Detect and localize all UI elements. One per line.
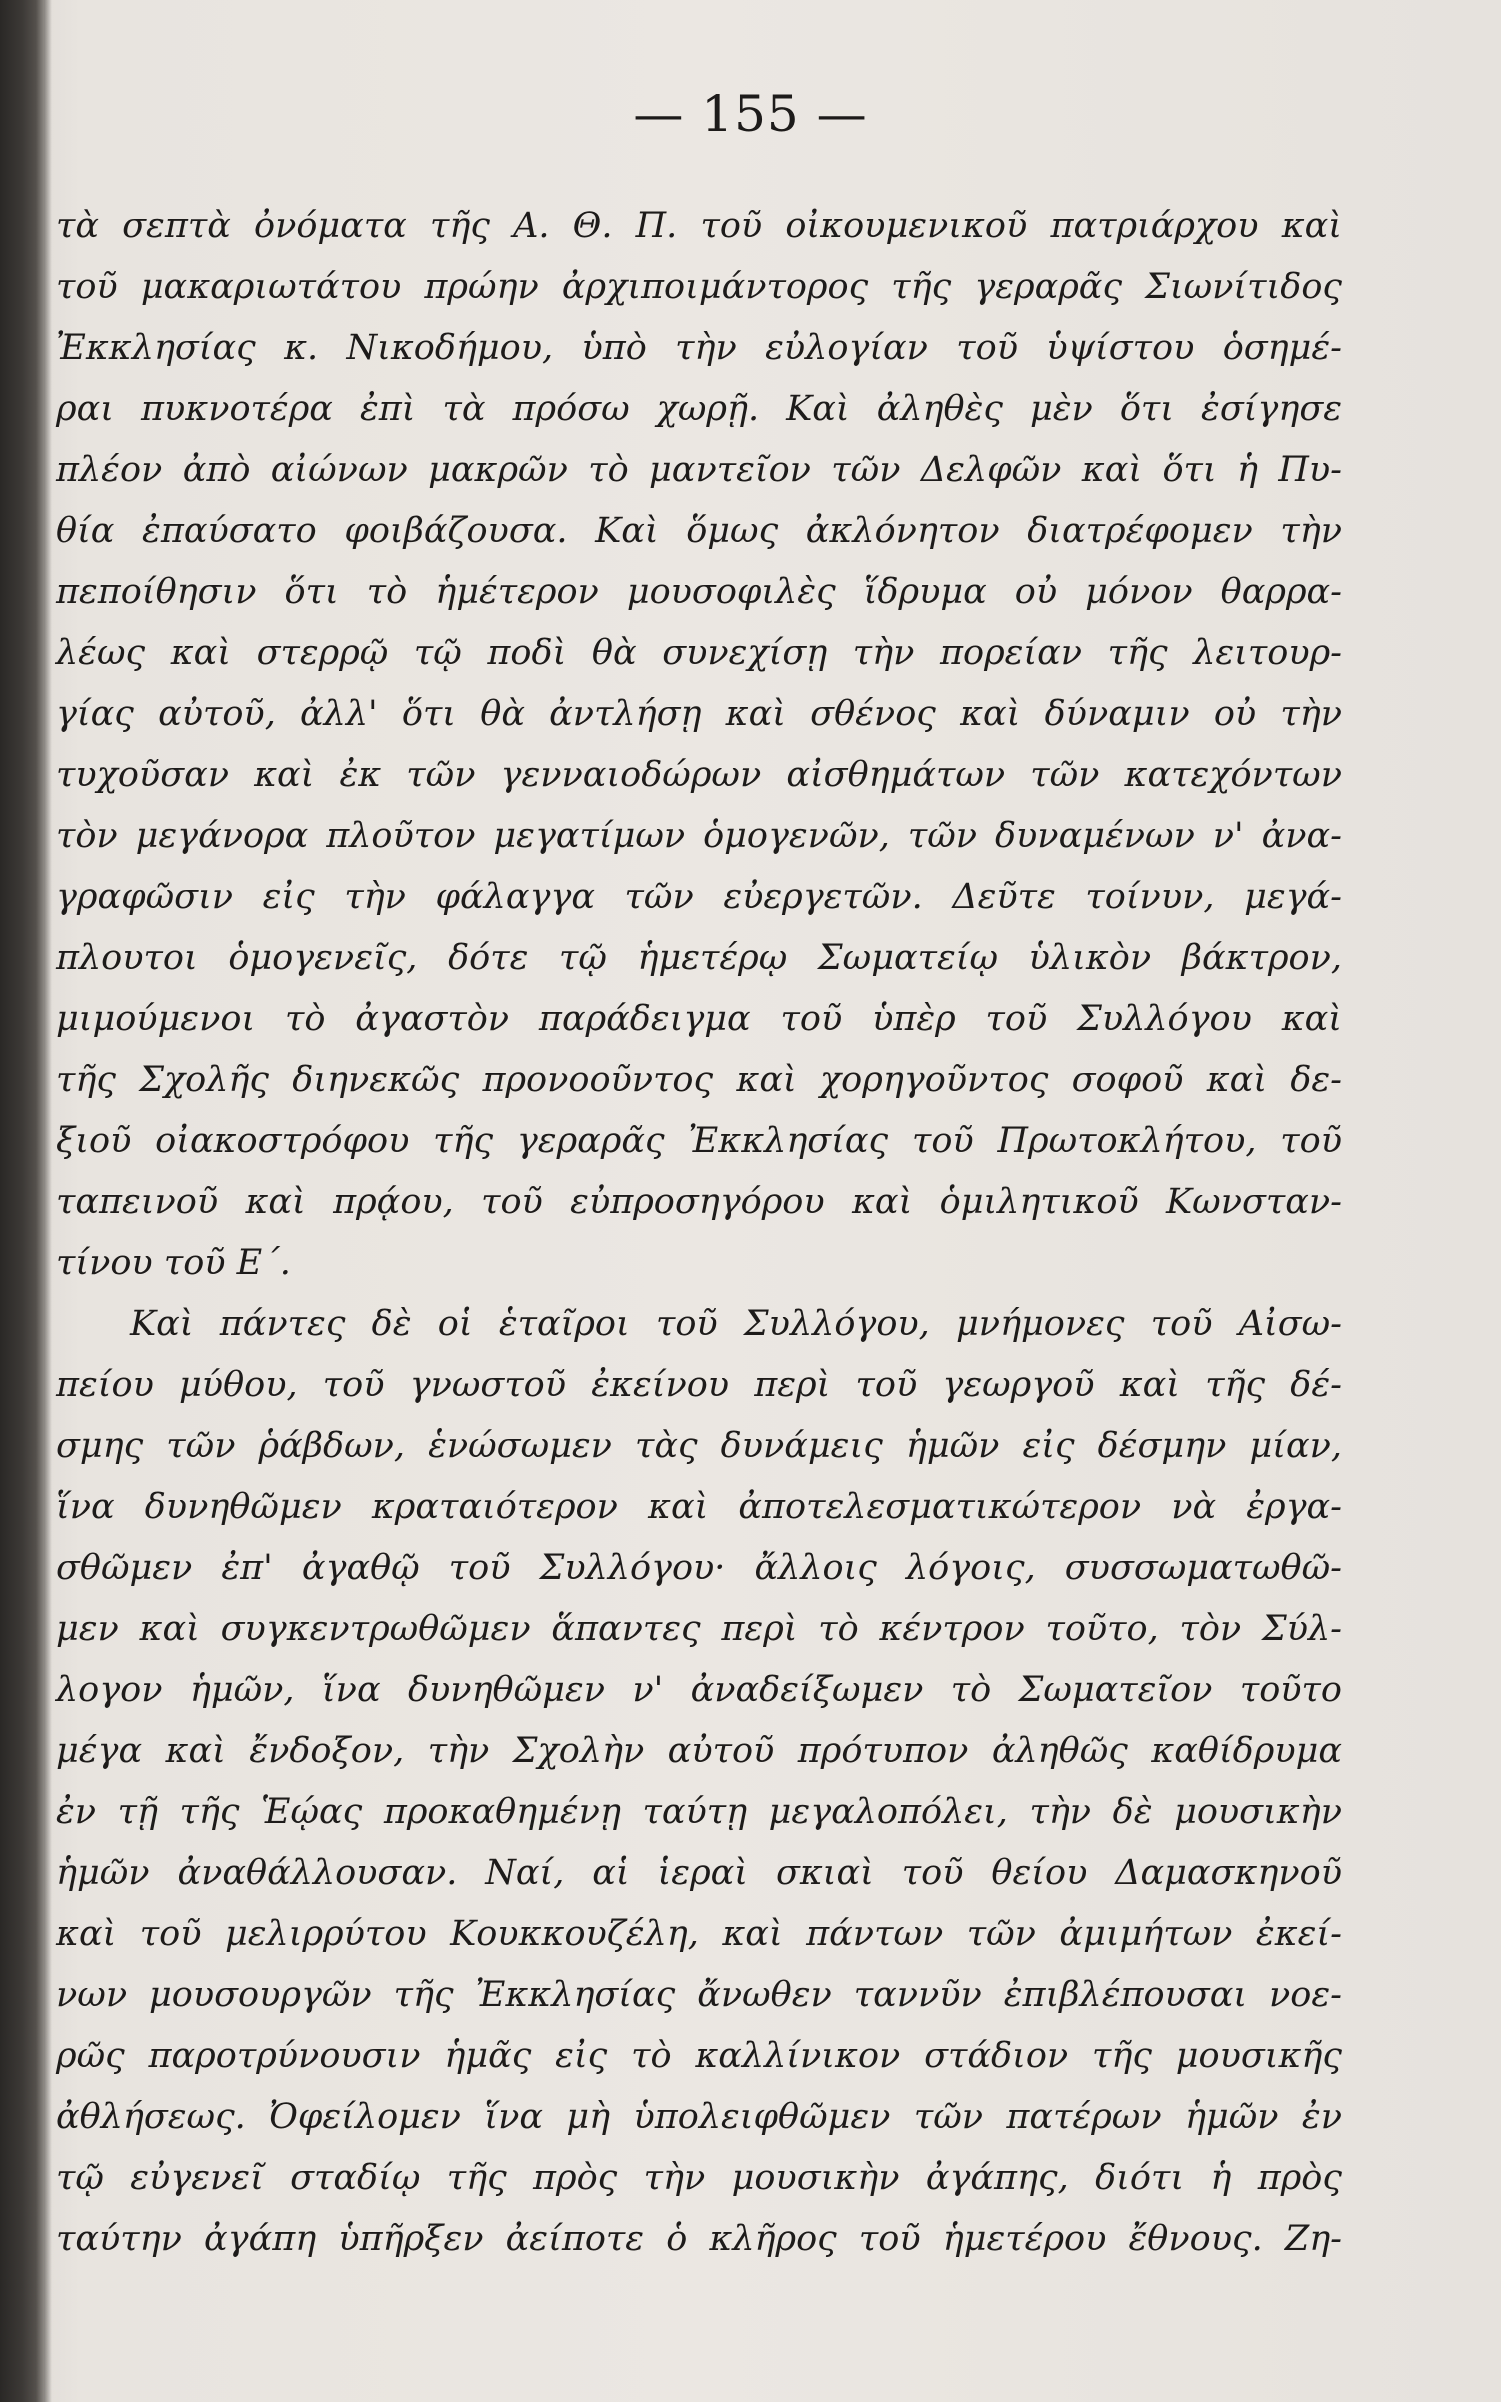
text-line: ἡμῶν ἀναθάλλουσαν. Ναί, αἱ ἱεραὶ σκιαὶ τοῦ θείου Δαμασκηνοῦ: [56, 1853, 1342, 1893]
text-line: τοῦ μακαριωτάτου πρώην ἀρχιποιμάντορος τῆς γεραρᾶς Σιωνίτιδος: [56, 267, 1342, 307]
text-line: ἀθλήσεως. Ὀφείλομεν ἵνα μὴ ὑπολειφθῶμεν τῶν πατέρων ἡμῶν ἐν: [56, 2097, 1342, 2137]
text-line: λέως καὶ στερρῷ τῷ ποδὶ θὰ συνεχίσῃ τὴν πορείαν τῆς λειτουρ-: [56, 633, 1342, 673]
text-line: τῷ εὐγενεῖ σταδίῳ τῆς πρὸς τὴν μουσικὴν ἀγάπης, διότι ἡ πρὸς: [56, 2158, 1342, 2198]
paragraph-end-line: τίνου τοῦ Ε΄.: [56, 1243, 291, 1283]
text-line: σθῶμεν ἐπ' ἀγαθῷ τοῦ Συλλόγου· ἄλλοις λόγοις, συσσωματωθῶ-: [56, 1548, 1342, 1588]
text-line: μιμούμενοι τὸ ἀγαστὸν παράδειγμα τοῦ ὑπὲρ τοῦ Συλλόγου καὶ: [56, 999, 1342, 1039]
text-line: τὸν μεγάνορα πλοῦτον μεγατίμων ὁμογενῶν, τῶν δυναμένων ν' ἀνα-: [56, 816, 1342, 856]
text-line: σμης τῶν ῥάβδων, ἑνώσωμεν τὰς δυνάμεις ἡμῶν εἰς δέσμην μίαν,: [56, 1426, 1342, 1466]
text-line: γραφῶσιν εἰς τὴν φάλαγγα τῶν εὐεργετῶν. Δεῦτε τοίνυν, μεγά-: [56, 877, 1342, 917]
text-line: νων μουσουργῶν τῆς Ἐκκλησίας ἄνωθεν ταννῦν ἐπιβλέπουσαι νοε-: [56, 1975, 1342, 2015]
text-line: ρῶς παροτρύνουσιν ἡμᾶς εἰς τὸ καλλίνικον στάδιον τῆς μουσικῆς: [56, 2036, 1342, 2076]
text-line: ἵνα δυνηθῶμεν κραταιότερον καὶ ἀποτελεσματικώτερον νὰ ἐργα-: [56, 1487, 1342, 1527]
text-line: θία ἐπαύσατο φοιβάζουσα. Καὶ ὅμως ἀκλόνητον διατρέφομεν τὴν: [56, 511, 1342, 551]
text-line: πεποίθησιν ὅτι τὸ ἡμέτερον μουσοφιλὲς ἵδρυμα οὐ μόνον θαρρα-: [56, 572, 1342, 612]
text-line: ταύτην ἀγάπη ὑπῆρξεν ἀείποτε ὁ κλῆρος τοῦ ἡμετέρου ἔθνους. Ζη-: [56, 2219, 1342, 2259]
paragraph-start-line: Καὶ πάντες δὲ οἱ ἑταῖροι τοῦ Συλλόγου, μνήμονες τοῦ Αἰσω-: [130, 1304, 1342, 1344]
text-line: ἐν τῇ τῆς Ἑῴας προκαθημένῃ ταύτῃ μεγαλοπόλει, τὴν δὲ μουσικὴν: [56, 1792, 1342, 1832]
text-line: πλέον ἀπὸ αἰώνων μακρῶν τὸ μαντεῖον τῶν Δελφῶν καὶ ὅτι ἡ Πυ-: [56, 450, 1342, 490]
text-line: πλουτοι ὁμογενεῖς, δότε τῷ ἡμετέρῳ Σωματείῳ ὑλικὸν βάκτρον,: [56, 938, 1342, 978]
text-line: πείου μύθου, τοῦ γνωστοῦ ἐκείνου περὶ τοῦ γεωργοῦ καὶ τῆς δέ-: [56, 1365, 1342, 1405]
text-line: ραι πυκνοτέρα ἐπὶ τὰ πρόσω χωρῇ. Καὶ ἀληθὲς μὲν ὅτι ἐσίγησε: [56, 389, 1342, 429]
text-line: καὶ τοῦ μελιρρύτου Κουκκουζέλη, καὶ πάντων τῶν ἀμιμήτων ἐκεί-: [56, 1914, 1342, 1954]
body-text: [56, 196, 1342, 2270]
book-gutter: [0, 0, 44, 2402]
text-line: τὰ σεπτὰ ὀνόματα τῆς Α. Θ. Π. τοῦ οἰκουμενικοῦ πατριάρχου καὶ: [56, 206, 1342, 246]
text-line: τυχοῦσαν καὶ ἐκ τῶν γενναιοδώρων αἰσθημάτων τῶν κατεχόντων: [56, 755, 1342, 795]
gutter-shadow: [44, 0, 52, 2402]
text-line: ταπεινοῦ καὶ πρᾴου, τοῦ εὐπροσηγόρου καὶ ὁμιλητικοῦ Κωνσταν-: [56, 1182, 1342, 1222]
page-number: — 155 —: [633, 85, 868, 143]
text-line: μέγα καὶ ἔνδοξον, τὴν Σχολὴν αὐτοῦ πρότυπον ἀληθῶς καθίδρυμα: [56, 1731, 1342, 1771]
text-line: λογον ἡμῶν, ἵνα δυνηθῶμεν ν' ἀναδείξωμεν τὸ Σωματεῖον τοῦτο: [56, 1670, 1342, 1710]
text-line: μεν καὶ συγκεντρωθῶμεν ἅπαντες περὶ τὸ κέντρον τοῦτο, τὸν Σύλ-: [56, 1609, 1342, 1649]
text-line: Ἐκκλησίας κ. Νικοδήμου, ὑπὸ τὴν εὐλογίαν τοῦ ὑψίστου ὁσημέ-: [56, 328, 1342, 368]
text-line: ξιοῦ οἰακοστρόφου τῆς γεραρᾶς Ἐκκλησίας τοῦ Πρωτοκλήτου, τοῦ: [56, 1121, 1342, 1161]
text-line: τῆς Σχολῆς διηνεκῶς προνοοῦντος καὶ χορηγοῦντος σοφοῦ καὶ δε-: [56, 1060, 1342, 1100]
text-line: γίας αὐτοῦ, ἀλλ' ὅτι θὰ ἀντλήσῃ καὶ σθένος καὶ δύναμιν οὐ τὴν: [56, 694, 1342, 734]
